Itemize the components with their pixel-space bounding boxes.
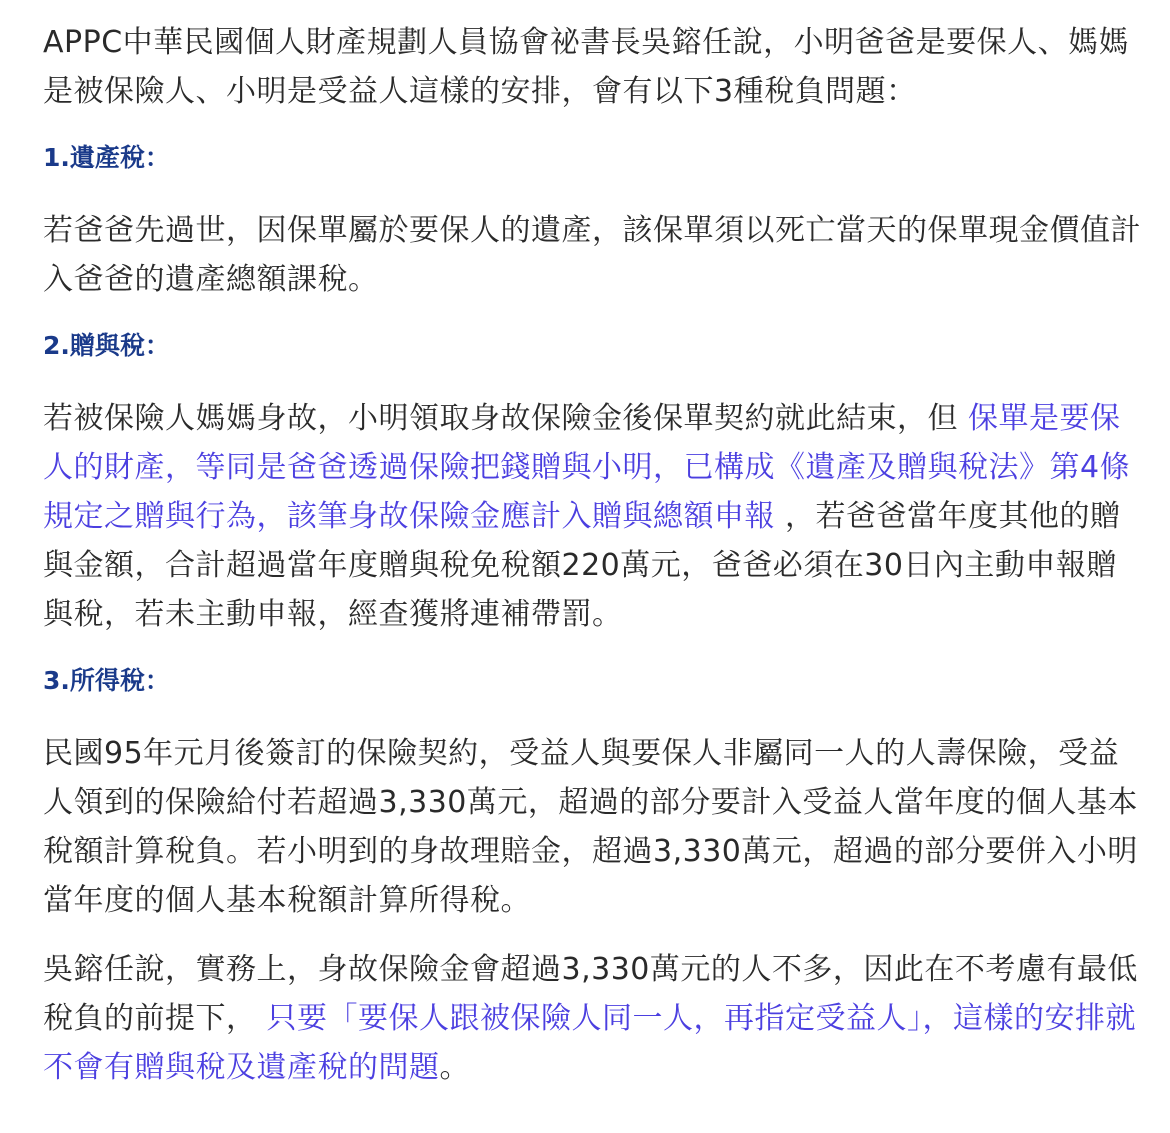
intro-paragraph: APPC中華民國個人財產規劃人員協會祕書長吳鎔任說，小明爸爸是要保人、媽媽是被保險人、小明是受益人這樣的安排，會有以下3種稅負問題： xyxy=(43,25,1130,109)
gift-tax-highlight-text: 保單是要保人的財產，等同是爸爸透過保險把錢贈與小明，已構成《遺產及贈與稅法》第4條規定之贈與行為，該筆身故保險金應計入贈與總額申報 xyxy=(43,401,1131,534)
section-body-gift-tax xyxy=(43,394,1144,639)
gift-tax-text-after: ，若爸爸當年度其他的贈與金額，合計超過當年度贈與稅免稅額220萬元，爸爸必須在30日內主動申報贈與稅，若未主動申報，經查獲將連補帶罰。 xyxy=(43,499,1121,632)
closing-text-before: 吳鎔任說，實務上，身故保險金會超過3,330萬元的人不多，因此在不考慮有最低稅負的前提下， xyxy=(43,952,1138,1036)
section-heading-estate-tax: 1.遺產稅： xyxy=(43,143,170,172)
section-body-estate-tax: 若爸爸先過世，因保單屬於要保人的遺產，該保單須以死亡當天的保單現金價值計入爸爸的遺產總額課稅。 xyxy=(43,213,1141,297)
section-heading-income-tax: 3.所得稅： xyxy=(43,666,170,695)
closing-text-after: 。 xyxy=(439,1050,470,1085)
closing-highlight-text: 只要「要保人跟被保險人同一人，再指定受益人」，這樣的安排就不會有贈與稅及遺產稅的問題 xyxy=(43,1001,1137,1085)
gift-tax-text-before: 若被保險人媽媽身故，小明領取身故保險金後保單契約就此結束，但 xyxy=(43,401,969,436)
section-body-income-tax: 民國95年元月後簽訂的保險契約，受益人與要保人非屬同一人的人壽保險，受益人領到的保險給付若超過3,330萬元，超過的部分要計入受益人當年度的個人基本稅額計算稅負。若小明到的身故理賠金，超過3,330萬元，超過的部分要併入小明當年度的個人基本稅額計算所得稅。 xyxy=(43,736,1138,918)
section-heading-gift-tax: 2.贈與稅： xyxy=(43,331,170,360)
closing-paragraph xyxy=(43,945,1144,1092)
